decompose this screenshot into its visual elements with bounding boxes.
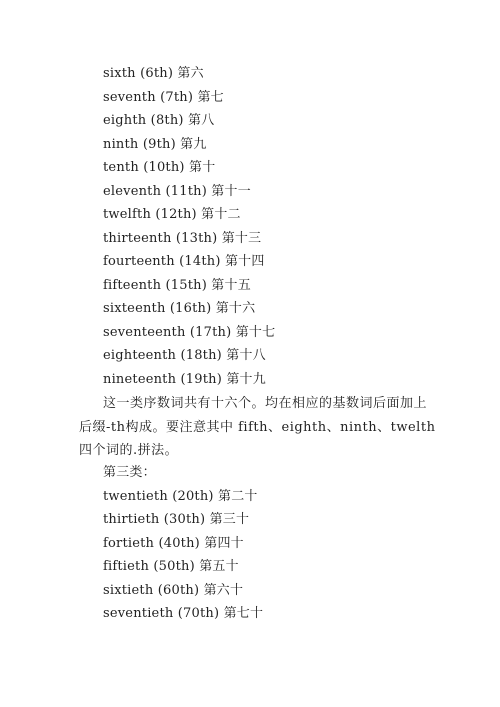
explanation-paragraph [79, 392, 439, 463]
ordinal-line-seventh: seventh (7th) 第七 [103, 90, 224, 105]
ordinal-line-fourteenth: fourteenth (14th) 第十四 [103, 254, 265, 269]
ordinal-line-ninth: ninth (9th) 第九 [103, 137, 207, 152]
ordinal-line-fifteenth: fifteenth (15th) 第十五 [103, 278, 251, 293]
ordinal-line-tenth: tenth (10th) 第十 [103, 160, 216, 175]
ordinal-line-sixteenth: sixteenth (16th) 第十六 [103, 301, 256, 316]
ordinal-line-twentieth: twentieth (20th) 第二十 [103, 489, 258, 504]
ordinal-line-seventieth: seventieth (70th) 第七十 [103, 606, 264, 621]
ordinal-line-eighth: eighth (8th) 第八 [103, 113, 215, 128]
ordinal-line-eighteenth: eighteenth (18th) 第十八 [103, 348, 266, 363]
ordinal-line-thirteenth: thirteenth (13th) 第十三 [103, 231, 262, 246]
ordinal-line-sixth: sixth (6th) 第六 [103, 66, 204, 81]
paragraph-text: 这一类序数词共有十六个。均在相应的基数词后面加上后缀-th构成。要注意其中 fifth、eighth、ninth、twelth四个词的.拼法。 [79, 396, 436, 458]
ordinal-line-sixtieth: sixtieth (60th) 第六十 [103, 583, 244, 598]
ordinal-line-thirtieth: thirtieth (30th) 第三十 [103, 512, 250, 527]
ordinal-line-fiftieth: fiftieth (50th) 第五十 [103, 559, 239, 574]
ordinal-line-eleventh: eleventh (11th) 第十一 [103, 184, 251, 199]
ordinal-line-seventeenth: seventeenth (17th) 第十七 [103, 325, 276, 340]
ordinal-line-fortieth: fortieth (40th) 第四十 [103, 536, 244, 551]
section-heading: 第三类： [103, 465, 156, 480]
ordinal-line-twelfth: twelfth (12th) 第十二 [103, 207, 241, 222]
ordinal-line-nineteenth: nineteenth (19th) 第十九 [103, 372, 266, 387]
